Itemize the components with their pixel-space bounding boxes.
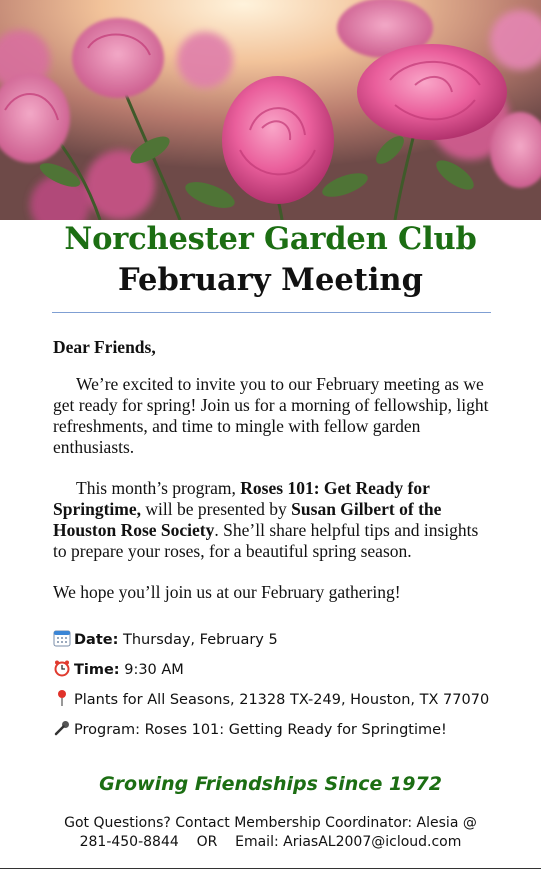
time-label: Time: <box>74 662 120 678</box>
time-row <box>53 658 513 688</box>
date-value: Thursday, February 5 <box>118 632 278 648</box>
contact-line-1: Got Questions? Contact Membership Coordinator: Alesia @ <box>64 815 477 831</box>
program-row <box>53 718 513 748</box>
contact-line-2: 281-450-8844 OR Email: AriasAL2007@icloud.com <box>79 834 462 850</box>
program-name: Roses 101: Get Ready for Springtime, <box>53 478 430 519</box>
program-text: Program: Roses 101: Getting Ready for Springtime! <box>74 722 447 738</box>
letter-body <box>53 337 493 603</box>
presenter-name: Susan Gilbert of the Houston Rose Society <box>53 499 442 540</box>
hero-roses-image <box>0 0 541 220</box>
time-value: 9:30 AM <box>119 662 184 678</box>
contact-info <box>0 814 541 852</box>
program-text-a: This month’s program, <box>76 478 241 498</box>
microphone-icon <box>53 719 71 737</box>
bottom-border <box>0 868 541 869</box>
meeting-title-heading: February Meeting <box>118 262 423 298</box>
title-divider <box>52 312 491 313</box>
program-text-c: . She’ll share helpful tips and insights to prepare your roses, for a beautiful spring season. <box>53 520 479 561</box>
location-row <box>53 688 513 718</box>
date-label: Date: <box>74 632 119 648</box>
greeting: Dear Friends, <box>53 337 156 357</box>
program-paragraph <box>53 478 493 562</box>
invitation-paragraph: We’re excited to invite you to our February meeting as we get ready for spring! Join us for a morning of fellowship, light refreshments, and time to mingle with fellow garden enthusiasts. <box>53 374 489 457</box>
date-row <box>53 628 513 658</box>
calendar-icon <box>53 629 71 647</box>
pushpin-icon <box>53 689 71 707</box>
alarm-clock-icon <box>53 659 71 677</box>
closing-paragraph: We hope you’ll join us at our February gathering! <box>53 582 401 602</box>
program-text-b: will be presented by <box>141 499 292 519</box>
location-text: Plants for All Seasons, 21328 TX-249, Houston, TX 77070 <box>74 692 490 708</box>
club-name-heading: Norchester Garden Club <box>64 221 477 257</box>
meeting-details <box>53 628 513 748</box>
tagline: Growing Friendships Since 1972 <box>99 773 442 795</box>
